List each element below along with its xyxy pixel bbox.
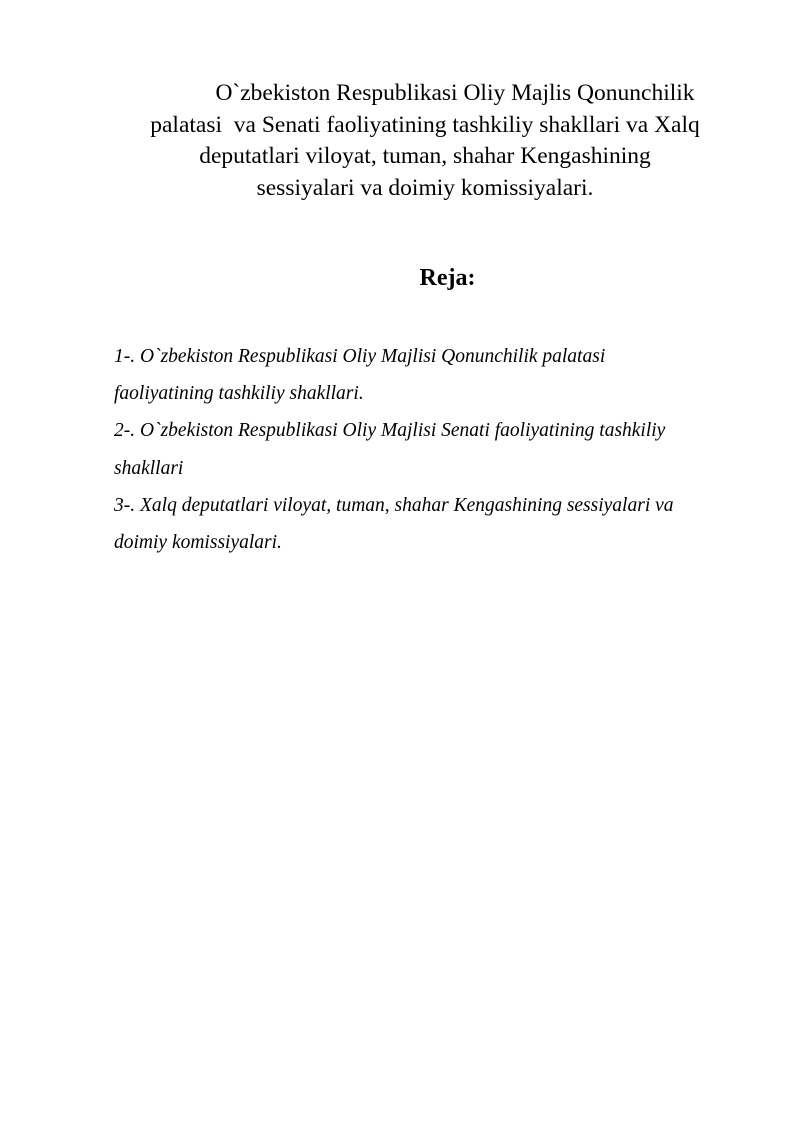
plan-item-line: 1-. O`zbekiston Respublikasi Oliy Majlisi Qonunchilik palatasi bbox=[114, 346, 606, 367]
plan-item-line: faoliyatining tashkiliy shakllari. bbox=[114, 383, 364, 405]
title-line: deputatlari viloyat, tuman, shahar Kengashining bbox=[199, 143, 651, 169]
plan-item-line: 3-. Xalq deputatlari viloyat, tuman, shahar Kengashining sessiyalari va bbox=[114, 494, 674, 516]
title-line: palatasi va Senati faoliyatining tashkiliy shakllari va Xalq bbox=[150, 111, 700, 138]
document-title bbox=[95, 78, 755, 204]
plan-list bbox=[114, 338, 754, 561]
plan-item-line: shakllari bbox=[114, 457, 184, 479]
plan-item-line: doimiy komissiyalari. bbox=[114, 532, 282, 554]
title-line: O`zbekiston Respublikasi Oliy Majlis Qonunchilik bbox=[215, 80, 695, 106]
plan-heading: Reja: bbox=[419, 265, 476, 291]
plan-item-line: 2-. O`zbekiston Respublikasi Oliy Majlisi Senati faoliyatining tashkiliy bbox=[114, 420, 666, 442]
title-line: sessiyalari va doimiy komissiyalari. bbox=[256, 174, 594, 201]
